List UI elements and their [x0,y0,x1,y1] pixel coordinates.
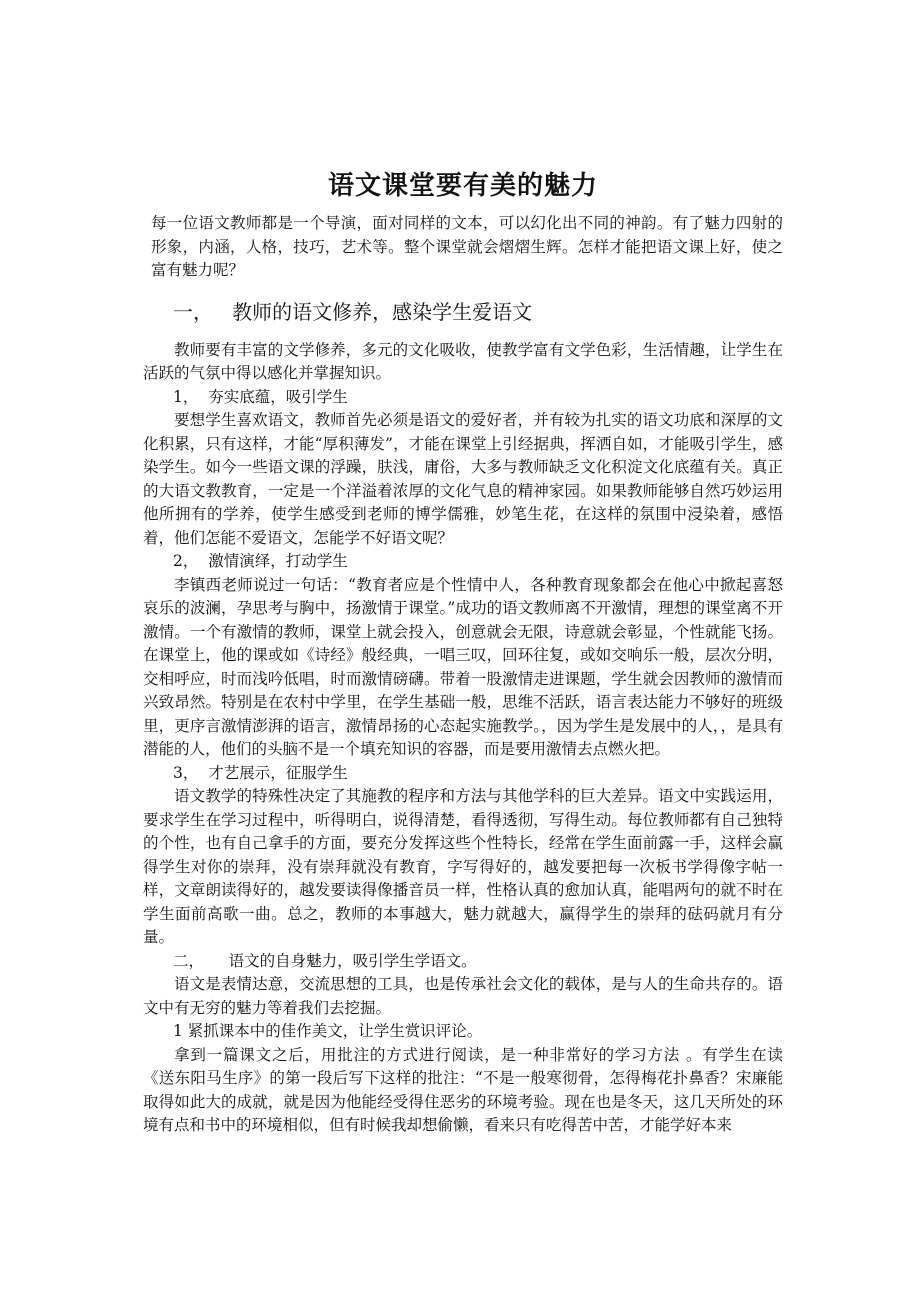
section-1-sub-3-heading: 3， 才艺展示，征服学生 [173,763,348,782]
section-2-heading: 二， 语文的自身魅力，吸引学生学语文。 [173,951,477,970]
section-2-sub-1-heading: 1 紧抓课本中的佳作美文，让学生赏识评论。 [173,1022,483,1040]
section-1-heading: 一， 教师的语文修养，感染学生爱语文 [173,299,533,324]
section-2-sub-1-paragraph: 拿到一篇课文之后，用批注的方式进行阅读，是一种非常好的学习方法 。有学生在读《送东阳马生序》的第一段后写下这样的批注：“不是一般寒彻骨，怎得梅花扑鼻香？宋廉能取得如此大的成就，就是因为他能经受得住恶劣的环境考验。现在也是冬天，这几天所处的环境有点和书中的环境相似，但有时候我却想偷懒，看来只有吃得苦中苦，才能学好本来 [143,1045,783,1134]
section-1-sub-3-paragraph: 语文教学的特殊性决定了其施教的程序和方法与其他学科的巨大差异。语文中实践运用，要求学生在学习过程中，听得明白，说得清楚，看得透彻，写得生动。每位教师都有自己独特的个性，也有自己拿手的方面，要充分发挥这些个性特长，经常在学生面前露一手，这样会赢得学生对你的崇拜，没有崇拜就没有教育，字写得好的，越发要把每一次板书学得像字帖一样，文章朗读得好的，越发要读得像播音员一样，性格认真的愈加认真，能唱两句的就不时在学生面前高歌一曲。总之，教师的本事越大，魅力就越大，赢得学生的崇拜的砝码就月有分量。 [143,787,783,946]
section-1-sub-1-heading: 1， 夯实底蕴，吸引学生 [173,387,348,406]
document-page [143,160,783,1138]
section-1-sub-1-paragraph: 要想学生喜欢语文，教师首先必须是语文的爱好者，并有较为扎实的语文功底和深厚的文化积累，只有这样，才能“厚积薄发”，才能在课堂上引经据典，挥洒自如，才能吸引学生，感染学生。如今一些语文课的浮躁，肤浅，庸俗，大多与教师缺乏文化积淀文化底蕴有关。真正的大语文教教育，一定是一个洋溢着浓厚的文化气息的精神家园。如果教师能够自然巧妙运用他所拥有的学养，使学生感受到老师的博学儒雅，妙笔生花，在这样的氛围中浸染着，感悟着，他们怎能不爱语文，怎能学不好语文呢？ [143,411,783,547]
section-2-paragraph: 语文是表情达意，交流思想的工具，也是传承社会文化的载体，是与人的生命共存的。语文中有无穷的魅力等着我们去挖掘。 [143,975,783,1017]
section-1-sub-2-heading: 2， 激情演绎，打动学生 [173,552,348,570]
section-1-sub-2-paragraph: 李镇西老师说过一句话：“教育者应是个性情中人，各种教育现象都会在他心中掀起喜怒哀乐的波澜，孕思考与胸中，扬激情于课堂。”成功的语文教师离不开激情，理想的课堂离不开激情。一个有激情的教师，课堂上就会投入，创意就会无限，诗意就会彰显，个性就能飞扬。在课堂上，他的课或如《诗经》般经典，一唱三叹，回环往复，或如交响乐一般，层次分明，交相呼应，时而浅吟低唱，时而激情磅礴。带着一股激情走进课题，学生就会因教师的激情而兴致昂然。特别是在农村中学里，在学生基础一般，思维不活跃，语言表达能力不够好的班级里，更序言激情澎湃的语言，激情昂扬的心态起实施教学。，因为学生是发展中的人，，是具有潜能的人，他们的头脑不是一个填充知识的容器，而是要用激情去点燃火把。 [143,575,783,758]
document-title: 语文课堂要有美的魅力 [327,171,598,201]
section-1-paragraph: 教师要有丰富的文学修养，多元的文化吸收，使教学富有文学色彩，生活情趣，让学生在活跃的气氛中得以感化并掌握知识。 [143,340,783,382]
intro-paragraph: 每一位语文教师都是一个导演，面对同样的文本，可以幻化出不同的神韵。有了魅力四射的形象，内涵，人格，技巧，艺术等。整个课堂就会熠熠生辉。怎样才能把语文课上好，使之富有魅力呢？ [151,214,783,279]
